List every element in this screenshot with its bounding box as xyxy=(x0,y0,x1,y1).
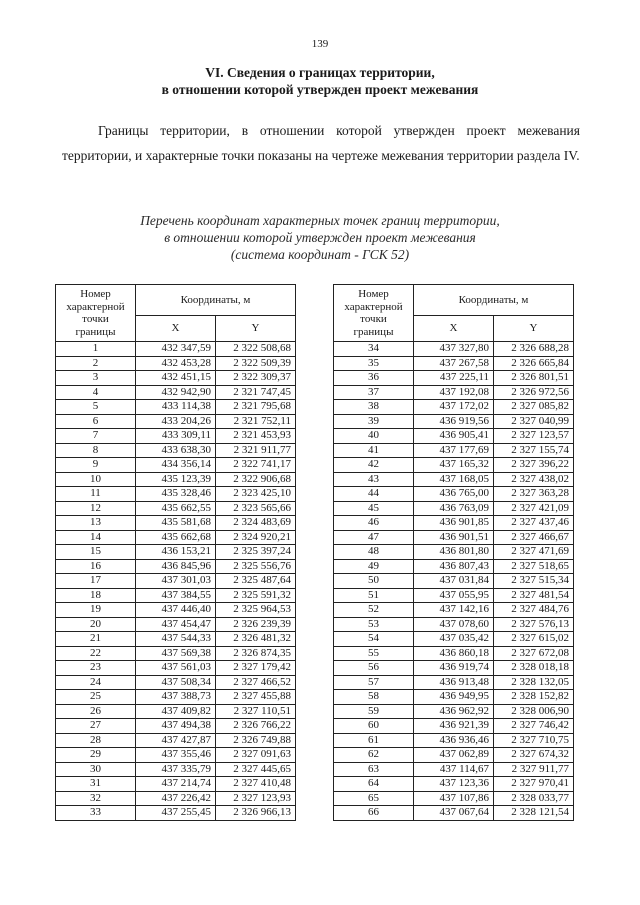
table-row xyxy=(56,371,296,386)
x-coordinate-cell: 433 204,26 xyxy=(136,414,216,429)
x-coordinate-cell: 436 962,92 xyxy=(414,704,494,719)
y-coordinate-cell: 2 324 920,21 xyxy=(216,530,296,545)
y-coordinate-cell: 2 325 964,53 xyxy=(216,603,296,618)
x-coordinate-cell: 437 062,89 xyxy=(414,748,494,763)
x-coordinate-cell: 437 335,79 xyxy=(136,762,216,777)
table-row xyxy=(334,385,574,400)
point-number-cell: 42 xyxy=(334,458,414,473)
x-coordinate-cell: 437 508,34 xyxy=(136,675,216,690)
y-coordinate-cell: 2 327 672,08 xyxy=(494,646,574,661)
table-row xyxy=(334,603,574,618)
y-coordinate-cell: 2 326 749,88 xyxy=(216,733,296,748)
x-coordinate-cell: 432 453,28 xyxy=(136,356,216,371)
point-number-cell: 54 xyxy=(334,632,414,647)
header-x: X xyxy=(414,316,494,342)
point-number-cell: 61 xyxy=(334,733,414,748)
point-number-cell: 6 xyxy=(56,414,136,429)
table-body-left xyxy=(56,342,296,821)
x-coordinate-cell: 437 427,87 xyxy=(136,733,216,748)
y-coordinate-cell: 2 327 970,41 xyxy=(494,777,574,792)
table-row xyxy=(56,646,296,661)
x-coordinate-cell: 437 214,74 xyxy=(136,777,216,792)
point-number-cell: 7 xyxy=(56,429,136,444)
x-coordinate-cell: 437 255,45 xyxy=(136,806,216,821)
x-coordinate-cell: 432 942,90 xyxy=(136,385,216,400)
y-coordinate-cell: 2 328 018,18 xyxy=(494,661,574,676)
y-coordinate-cell: 2 327 911,77 xyxy=(494,762,574,777)
y-coordinate-cell: 2 326 665,84 xyxy=(494,356,574,371)
point-number-cell: 41 xyxy=(334,443,414,458)
y-coordinate-cell: 2 326 239,39 xyxy=(216,617,296,632)
x-coordinate-cell: 432 451,15 xyxy=(136,371,216,386)
table-row xyxy=(334,342,574,357)
point-number-cell: 23 xyxy=(56,661,136,676)
point-number-cell: 21 xyxy=(56,632,136,647)
point-number-cell: 60 xyxy=(334,719,414,734)
header-y: Y xyxy=(494,316,574,342)
point-number-cell: 10 xyxy=(56,472,136,487)
table-row xyxy=(56,603,296,618)
y-coordinate-cell: 2 321 795,68 xyxy=(216,400,296,415)
point-number-cell: 1 xyxy=(56,342,136,357)
point-number-cell: 31 xyxy=(56,777,136,792)
table-row xyxy=(334,501,574,516)
x-coordinate-cell: 436 860,18 xyxy=(414,646,494,661)
x-coordinate-cell: 436 801,80 xyxy=(414,545,494,560)
x-coordinate-cell: 437 055,95 xyxy=(414,588,494,603)
x-coordinate-cell: 437 569,38 xyxy=(136,646,216,661)
y-coordinate-cell: 2 328 132,05 xyxy=(494,675,574,690)
y-coordinate-cell: 2 322 309,37 xyxy=(216,371,296,386)
table-row xyxy=(334,704,574,719)
x-coordinate-cell: 437 355,46 xyxy=(136,748,216,763)
point-number-cell: 27 xyxy=(56,719,136,734)
x-coordinate-cell: 436 807,43 xyxy=(414,559,494,574)
point-number-cell: 48 xyxy=(334,545,414,560)
x-coordinate-cell: 433 114,38 xyxy=(136,400,216,415)
y-coordinate-cell: 2 321 752,11 xyxy=(216,414,296,429)
table-row xyxy=(56,806,296,821)
table-row xyxy=(334,559,574,574)
y-coordinate-cell: 2 327 466,52 xyxy=(216,675,296,690)
y-coordinate-cell: 2 327 481,54 xyxy=(494,588,574,603)
table-caption xyxy=(0,212,640,263)
x-coordinate-cell: 437 327,80 xyxy=(414,342,494,357)
point-number-cell: 62 xyxy=(334,748,414,763)
x-coordinate-cell: 437 544,33 xyxy=(136,632,216,647)
point-number-cell: 12 xyxy=(56,501,136,516)
y-coordinate-cell: 2 325 487,64 xyxy=(216,574,296,589)
table-row xyxy=(56,588,296,603)
point-number-cell: 13 xyxy=(56,516,136,531)
x-coordinate-cell: 437 165,32 xyxy=(414,458,494,473)
point-number-cell: 33 xyxy=(56,806,136,821)
point-number-cell: 44 xyxy=(334,487,414,502)
y-coordinate-cell: 2 327 445,65 xyxy=(216,762,296,777)
y-coordinate-cell: 2 327 466,67 xyxy=(494,530,574,545)
x-coordinate-cell: 437 446,40 xyxy=(136,603,216,618)
coordinates-table-right xyxy=(333,284,574,821)
point-number-cell: 4 xyxy=(56,385,136,400)
point-number-cell: 52 xyxy=(334,603,414,618)
point-number-cell: 24 xyxy=(56,675,136,690)
table-row xyxy=(56,385,296,400)
point-number-cell: 20 xyxy=(56,617,136,632)
point-number-cell: 40 xyxy=(334,429,414,444)
y-coordinate-cell: 2 326 766,22 xyxy=(216,719,296,734)
x-coordinate-cell: 437 454,47 xyxy=(136,617,216,632)
point-number-cell: 46 xyxy=(334,516,414,531)
x-coordinate-cell: 437 172,02 xyxy=(414,400,494,415)
y-coordinate-cell: 2 327 437,46 xyxy=(494,516,574,531)
x-coordinate-cell: 435 662,68 xyxy=(136,530,216,545)
x-coordinate-cell: 436 901,85 xyxy=(414,516,494,531)
point-number-cell: 29 xyxy=(56,748,136,763)
point-number-cell: 14 xyxy=(56,530,136,545)
x-coordinate-cell: 436 901,51 xyxy=(414,530,494,545)
table-row xyxy=(56,501,296,516)
header-coordinates: Координаты, м xyxy=(414,285,574,316)
x-coordinate-cell: 437 168,05 xyxy=(414,472,494,487)
table-row xyxy=(56,574,296,589)
table-row xyxy=(56,719,296,734)
point-number-cell: 32 xyxy=(56,791,136,806)
y-coordinate-cell: 2 326 874,35 xyxy=(216,646,296,661)
header-point-number-line: границы xyxy=(75,325,116,338)
header-point-number-line: характерной xyxy=(66,300,125,313)
table-row xyxy=(56,791,296,806)
y-coordinate-cell: 2 325 556,76 xyxy=(216,559,296,574)
y-coordinate-cell: 2 323 565,66 xyxy=(216,501,296,516)
table-row xyxy=(56,545,296,560)
table-caption-line-1: Перечень координат характерных точек границ территории, xyxy=(140,213,500,228)
x-coordinate-cell: 433 309,11 xyxy=(136,429,216,444)
x-coordinate-cell: 436 921,39 xyxy=(414,719,494,734)
point-number-cell: 34 xyxy=(334,342,414,357)
x-coordinate-cell: 437 123,36 xyxy=(414,777,494,792)
x-coordinate-cell: 436 763,09 xyxy=(414,501,494,516)
point-number-cell: 39 xyxy=(334,414,414,429)
table-row xyxy=(56,777,296,792)
point-number-cell: 11 xyxy=(56,487,136,502)
y-coordinate-cell: 2 327 518,65 xyxy=(494,559,574,574)
point-number-cell: 38 xyxy=(334,400,414,415)
point-number-cell: 9 xyxy=(56,458,136,473)
point-number-cell: 58 xyxy=(334,690,414,705)
table-row xyxy=(334,791,574,806)
y-coordinate-cell: 2 323 425,10 xyxy=(216,487,296,502)
x-coordinate-cell: 436 845,96 xyxy=(136,559,216,574)
header-point-number-line: точки xyxy=(360,313,387,325)
y-coordinate-cell: 2 327 091,63 xyxy=(216,748,296,763)
table-row xyxy=(56,458,296,473)
point-number-cell: 64 xyxy=(334,777,414,792)
x-coordinate-cell: 437 384,55 xyxy=(136,588,216,603)
point-number-cell: 15 xyxy=(56,545,136,560)
y-coordinate-cell: 2 322 509,39 xyxy=(216,356,296,371)
y-coordinate-cell: 2 327 123,93 xyxy=(216,791,296,806)
x-coordinate-cell: 434 356,14 xyxy=(136,458,216,473)
section-heading-line-1: VI. Сведения о границах территории, xyxy=(205,65,435,80)
y-coordinate-cell: 2 326 481,32 xyxy=(216,632,296,647)
point-number-cell: 50 xyxy=(334,574,414,589)
y-coordinate-cell: 2 327 040,99 xyxy=(494,414,574,429)
x-coordinate-cell: 435 662,55 xyxy=(136,501,216,516)
point-number-cell: 65 xyxy=(334,791,414,806)
header-y: Y xyxy=(216,316,296,342)
header-x: X xyxy=(136,316,216,342)
y-coordinate-cell: 2 327 471,69 xyxy=(494,545,574,560)
y-coordinate-cell: 2 321 911,77 xyxy=(216,443,296,458)
y-coordinate-cell: 2 326 688,28 xyxy=(494,342,574,357)
x-coordinate-cell: 436 919,74 xyxy=(414,661,494,676)
table-row xyxy=(56,762,296,777)
header-point-number-line: границы xyxy=(353,325,394,338)
x-coordinate-cell: 436 936,46 xyxy=(414,733,494,748)
x-coordinate-cell: 436 905,41 xyxy=(414,429,494,444)
x-coordinate-cell: 437 114,67 xyxy=(414,762,494,777)
header-coordinates: Координаты, м xyxy=(136,285,296,316)
y-coordinate-cell: 2 327 123,57 xyxy=(494,429,574,444)
y-coordinate-cell: 2 327 674,32 xyxy=(494,748,574,763)
y-coordinate-cell: 2 322 741,17 xyxy=(216,458,296,473)
table-row xyxy=(334,719,574,734)
point-number-cell: 3 xyxy=(56,371,136,386)
header-point-number xyxy=(56,285,136,342)
y-coordinate-cell: 2 327 363,28 xyxy=(494,487,574,502)
header-point-number xyxy=(334,285,414,342)
y-coordinate-cell: 2 327 155,74 xyxy=(494,443,574,458)
x-coordinate-cell: 437 301,03 xyxy=(136,574,216,589)
y-coordinate-cell: 2 322 508,68 xyxy=(216,342,296,357)
body-paragraph xyxy=(62,118,580,168)
y-coordinate-cell: 2 327 438,02 xyxy=(494,472,574,487)
y-coordinate-cell: 2 327 410,48 xyxy=(216,777,296,792)
page-number: 139 xyxy=(311,38,329,50)
table-row xyxy=(56,414,296,429)
table-row xyxy=(334,661,574,676)
y-coordinate-cell: 2 326 966,13 xyxy=(216,806,296,821)
table-row xyxy=(334,690,574,705)
coordinates-table-left xyxy=(55,284,296,821)
header-point-number-line: характерной xyxy=(344,300,403,313)
x-coordinate-cell: 436 949,95 xyxy=(414,690,494,705)
x-coordinate-cell: 435 123,39 xyxy=(136,472,216,487)
table-row xyxy=(56,704,296,719)
y-coordinate-cell: 2 325 397,24 xyxy=(216,545,296,560)
y-coordinate-cell: 2 327 615,02 xyxy=(494,632,574,647)
table-row xyxy=(56,632,296,647)
x-coordinate-cell: 436 919,56 xyxy=(414,414,494,429)
header-point-number-line: Номер xyxy=(80,288,111,300)
table-row xyxy=(334,530,574,545)
y-coordinate-cell: 2 327 515,34 xyxy=(494,574,574,589)
y-coordinate-cell: 2 326 972,56 xyxy=(494,385,574,400)
point-number-cell: 55 xyxy=(334,646,414,661)
table-row xyxy=(334,356,574,371)
y-coordinate-cell: 2 327 484,76 xyxy=(494,603,574,618)
point-number-cell: 51 xyxy=(334,588,414,603)
table-row xyxy=(334,371,574,386)
point-number-cell: 16 xyxy=(56,559,136,574)
table-row xyxy=(56,429,296,444)
x-coordinate-cell: 437 177,69 xyxy=(414,443,494,458)
table-row xyxy=(56,559,296,574)
y-coordinate-cell: 2 328 033,77 xyxy=(494,791,574,806)
x-coordinate-cell: 435 328,46 xyxy=(136,487,216,502)
table-row xyxy=(334,472,574,487)
point-number-cell: 66 xyxy=(334,806,414,821)
point-number-cell: 45 xyxy=(334,501,414,516)
point-number-cell: 26 xyxy=(56,704,136,719)
point-number-cell: 59 xyxy=(334,704,414,719)
y-coordinate-cell: 2 327 576,13 xyxy=(494,617,574,632)
section-heading xyxy=(0,64,640,98)
x-coordinate-cell: 437 409,82 xyxy=(136,704,216,719)
table-row xyxy=(334,675,574,690)
point-number-cell: 8 xyxy=(56,443,136,458)
table-row xyxy=(56,356,296,371)
table-row xyxy=(56,487,296,502)
table-row xyxy=(56,733,296,748)
table-row xyxy=(334,748,574,763)
point-number-cell: 28 xyxy=(56,733,136,748)
header-point-number-line: точки xyxy=(82,313,109,325)
point-number-cell: 25 xyxy=(56,690,136,705)
x-coordinate-cell: 435 581,68 xyxy=(136,516,216,531)
table-body-right xyxy=(334,342,574,821)
point-number-cell: 18 xyxy=(56,588,136,603)
x-coordinate-cell: 437 035,42 xyxy=(414,632,494,647)
table-row xyxy=(334,617,574,632)
y-coordinate-cell: 2 328 006,90 xyxy=(494,704,574,719)
body-paragraph-text: Границы территории, в отношении которой утвержден проект межевания территории, и характерные точки показаны на чертеже межевания территории раздела IV. xyxy=(62,123,580,163)
point-number-cell: 36 xyxy=(334,371,414,386)
y-coordinate-cell: 2 327 085,82 xyxy=(494,400,574,415)
point-number-cell: 53 xyxy=(334,617,414,632)
table-row xyxy=(56,661,296,676)
table-row xyxy=(56,443,296,458)
x-coordinate-cell: 436 765,00 xyxy=(414,487,494,502)
section-heading-line-2: в отношении которой утвержден проект межевания xyxy=(161,82,479,97)
table-row xyxy=(56,617,296,632)
point-number-cell: 57 xyxy=(334,675,414,690)
point-number-cell: 37 xyxy=(334,385,414,400)
table-caption-line-2: в отношении которой утвержден проект межевания xyxy=(164,230,476,245)
point-number-cell: 17 xyxy=(56,574,136,589)
table-row xyxy=(56,690,296,705)
y-coordinate-cell: 2 327 421,09 xyxy=(494,501,574,516)
table-row xyxy=(334,414,574,429)
table-row xyxy=(56,530,296,545)
table-row xyxy=(56,516,296,531)
x-coordinate-cell: 437 225,11 xyxy=(414,371,494,386)
table-row xyxy=(56,472,296,487)
table-row xyxy=(334,429,574,444)
y-coordinate-cell: 2 321 747,45 xyxy=(216,385,296,400)
y-coordinate-cell: 2 325 591,32 xyxy=(216,588,296,603)
x-coordinate-cell: 436 153,21 xyxy=(136,545,216,560)
x-coordinate-cell: 437 031,84 xyxy=(414,574,494,589)
y-coordinate-cell: 2 321 453,93 xyxy=(216,429,296,444)
header-point-number-line: Номер xyxy=(358,288,389,300)
table-row xyxy=(334,777,574,792)
x-coordinate-cell: 432 347,59 xyxy=(136,342,216,357)
x-coordinate-cell: 437 067,64 xyxy=(414,806,494,821)
x-coordinate-cell: 437 142,16 xyxy=(414,603,494,618)
point-number-cell: 63 xyxy=(334,762,414,777)
x-coordinate-cell: 437 561,03 xyxy=(136,661,216,676)
y-coordinate-cell: 2 327 179,42 xyxy=(216,661,296,676)
table-row xyxy=(334,806,574,821)
point-number-cell: 5 xyxy=(56,400,136,415)
table-row xyxy=(334,574,574,589)
y-coordinate-cell: 2 327 110,51 xyxy=(216,704,296,719)
point-number-cell: 56 xyxy=(334,661,414,676)
point-number-cell: 49 xyxy=(334,559,414,574)
table-row xyxy=(56,400,296,415)
x-coordinate-cell: 437 226,42 xyxy=(136,791,216,806)
table-row xyxy=(334,588,574,603)
x-coordinate-cell: 437 267,58 xyxy=(414,356,494,371)
table-row xyxy=(334,733,574,748)
y-coordinate-cell: 2 327 455,88 xyxy=(216,690,296,705)
x-coordinate-cell: 433 638,30 xyxy=(136,443,216,458)
point-number-cell: 43 xyxy=(334,472,414,487)
point-number-cell: 22 xyxy=(56,646,136,661)
y-coordinate-cell: 2 328 121,54 xyxy=(494,806,574,821)
x-coordinate-cell: 437 107,86 xyxy=(414,791,494,806)
point-number-cell: 35 xyxy=(334,356,414,371)
table-row xyxy=(334,632,574,647)
y-coordinate-cell: 2 326 801,51 xyxy=(494,371,574,386)
table-row xyxy=(334,400,574,415)
y-coordinate-cell: 2 327 746,42 xyxy=(494,719,574,734)
table-row xyxy=(334,545,574,560)
table-row xyxy=(334,762,574,777)
table-caption-line-3: (система координат - ГСК 52) xyxy=(230,247,410,262)
x-coordinate-cell: 437 192,08 xyxy=(414,385,494,400)
table-row xyxy=(56,675,296,690)
point-number-cell: 30 xyxy=(56,762,136,777)
table-row xyxy=(56,342,296,357)
table-row xyxy=(56,748,296,763)
y-coordinate-cell: 2 327 710,75 xyxy=(494,733,574,748)
table-row xyxy=(334,443,574,458)
y-coordinate-cell: 2 328 152,82 xyxy=(494,690,574,705)
table-row xyxy=(334,516,574,531)
x-coordinate-cell: 437 078,60 xyxy=(414,617,494,632)
point-number-cell: 19 xyxy=(56,603,136,618)
x-coordinate-cell: 436 913,48 xyxy=(414,675,494,690)
y-coordinate-cell: 2 322 906,68 xyxy=(216,472,296,487)
table-row xyxy=(334,458,574,473)
y-coordinate-cell: 2 327 396,22 xyxy=(494,458,574,473)
y-coordinate-cell: 2 324 483,69 xyxy=(216,516,296,531)
x-coordinate-cell: 437 388,73 xyxy=(136,690,216,705)
table-row xyxy=(334,487,574,502)
point-number-cell: 47 xyxy=(334,530,414,545)
table-row xyxy=(334,646,574,661)
point-number-cell: 2 xyxy=(56,356,136,371)
x-coordinate-cell: 437 494,38 xyxy=(136,719,216,734)
